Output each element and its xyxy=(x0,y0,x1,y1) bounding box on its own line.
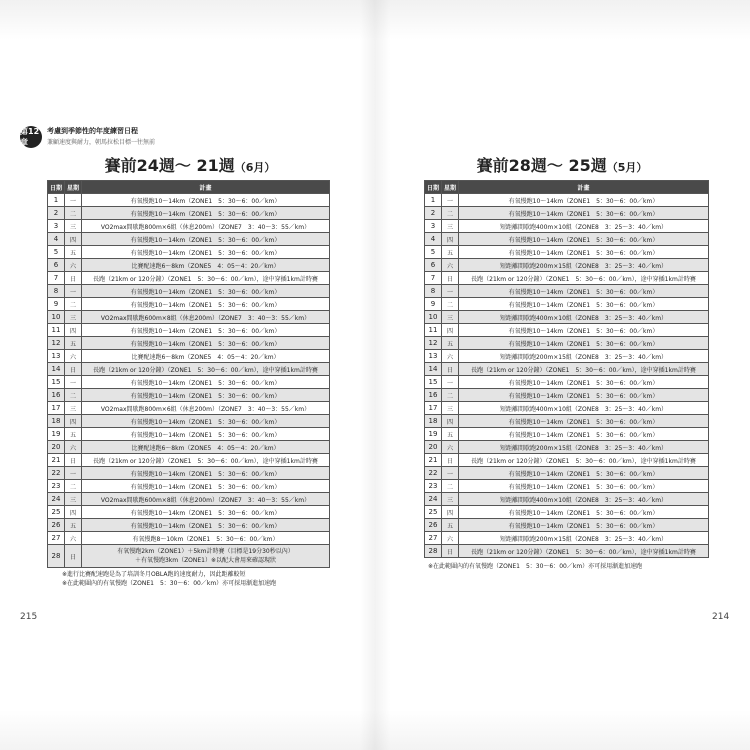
cell-date: 14 xyxy=(425,363,442,376)
cell-date: 5 xyxy=(425,246,442,259)
table-row xyxy=(48,415,330,428)
cell-plan: 有氧慢跑10～14km（ZONE1 5：30～6：00／km） xyxy=(459,233,709,246)
table-row xyxy=(425,376,709,389)
table-row xyxy=(425,389,709,402)
cell-plan xyxy=(82,545,330,568)
cell-plan: 短距離間歇跑200m×15組（ZONE8 3：25～3：40／km） xyxy=(459,350,709,363)
table-row xyxy=(48,428,330,441)
cell-date: 6 xyxy=(48,259,65,272)
table-row xyxy=(48,480,330,493)
cell-weekday: 日 xyxy=(65,454,82,467)
cell-date: 11 xyxy=(48,324,65,337)
table-row xyxy=(48,285,330,298)
left-title-main: 賽前24週～ 21週 xyxy=(104,156,235,175)
cell-plan: 短距離間歇跑200m×15組（ZONE8 3：25～3：40／km） xyxy=(459,532,709,545)
cell-weekday: 二 xyxy=(442,480,459,493)
cell-date: 4 xyxy=(425,233,442,246)
cell-weekday: 三 xyxy=(65,220,82,233)
table-row xyxy=(425,220,709,233)
cell-weekday: 三 xyxy=(442,311,459,324)
table-header-row xyxy=(425,181,709,194)
cell-weekday: 五 xyxy=(65,519,82,532)
table-row xyxy=(425,428,709,441)
cell-weekday: 四 xyxy=(65,506,82,519)
cell-date: 1 xyxy=(425,194,442,207)
cell-weekday: 四 xyxy=(442,506,459,519)
table-row xyxy=(425,233,709,246)
cell-weekday: 一 xyxy=(65,376,82,389)
table-row xyxy=(48,207,330,220)
table-row xyxy=(425,298,709,311)
cell-date: 17 xyxy=(48,402,65,415)
table-row xyxy=(425,311,709,324)
cell-weekday: 一 xyxy=(442,285,459,298)
table-row xyxy=(425,285,709,298)
cell-date: 3 xyxy=(425,220,442,233)
cell-plan: 有氧慢跑10～14km（ZONE1 5：30～6：00／km） xyxy=(459,194,709,207)
cell-date: 2 xyxy=(48,207,65,220)
cell-date: 4 xyxy=(48,233,65,246)
cell-plan: 短距離間歇跑200m×15組（ZONE8 3：25～3：40／km） xyxy=(459,441,709,454)
cell-date: 27 xyxy=(48,532,65,545)
cell-weekday: 四 xyxy=(442,233,459,246)
table-row xyxy=(48,233,330,246)
cell-weekday: 二 xyxy=(442,298,459,311)
table-row xyxy=(425,532,709,545)
cell-date: 15 xyxy=(425,376,442,389)
cell-date: 20 xyxy=(425,441,442,454)
table-row xyxy=(425,493,709,506)
cell-weekday: 六 xyxy=(65,441,82,454)
book-gutter xyxy=(360,0,390,750)
cell-plan: 長跑（21km or 120分鐘）（ZONE1 5：30～6：00／km），途中穿插1km計時賽 xyxy=(459,545,709,558)
cell-date: 19 xyxy=(425,428,442,441)
table-row xyxy=(425,454,709,467)
cell-weekday: 一 xyxy=(65,285,82,298)
table-row xyxy=(48,363,330,376)
cell-plan: 比賽配速跑6～8km（ZONE5 4：05～4：20／km） xyxy=(82,259,330,272)
cell-weekday: 二 xyxy=(65,298,82,311)
cell-plan: 有氧慢跑10～14km（ZONE1 5：30～6：00／km） xyxy=(82,480,330,493)
cell-date: 10 xyxy=(425,311,442,324)
cell-weekday: 六 xyxy=(65,259,82,272)
cell-plan: 有氧慢跑10～14km（ZONE1 5：30～6：00／km） xyxy=(459,337,709,350)
left-note-2: ※在此範圍內的有氧慢跑（ZONE1 5：30～6：00／km）亦可採用漸進加速跑 xyxy=(62,580,277,587)
cell-weekday: 二 xyxy=(442,207,459,220)
cell-weekday: 日 xyxy=(65,545,82,568)
cell-weekday: 一 xyxy=(442,376,459,389)
cell-date: 26 xyxy=(48,519,65,532)
cell-plan: 長跑（21km or 120分鐘）（ZONE1 5：30～6：00／km），途中穿插1km計時賽 xyxy=(459,272,709,285)
cell-date: 1 xyxy=(48,194,65,207)
cell-weekday: 四 xyxy=(442,324,459,337)
cell-plan: 有氧慢跑10～14km（ZONE1 5：30～6：00／km） xyxy=(82,298,330,311)
cell-weekday: 三 xyxy=(65,402,82,415)
cell-date: 13 xyxy=(425,350,442,363)
cell-weekday: 三 xyxy=(65,493,82,506)
cell-plan: 有氧慢跑10～14km（ZONE1 5：30～6：00／km） xyxy=(459,246,709,259)
cell-date: 23 xyxy=(48,480,65,493)
cell-plan: 有氧慢跑10～14km（ZONE1 5：30～6：00／km） xyxy=(459,298,709,311)
cell-plan: 短距離間歇跑400m×10組（ZONE8 3：25～3：40／km） xyxy=(459,220,709,233)
cell-plan: 有氧慢跑10～14km（ZONE1 5：30～6：00／km） xyxy=(459,519,709,532)
cell-weekday: 三 xyxy=(442,493,459,506)
cell-plan: VO2max間歇跑600m×8組（休息200m）（ZONE7 3：40～3：55／km） xyxy=(82,493,330,506)
table-row xyxy=(48,337,330,350)
table-row xyxy=(48,493,330,506)
cell-plan: 有氧慢跑10～14km（ZONE1 5：30～6：00／km） xyxy=(459,415,709,428)
cell-plan: 有氧慢跑10～14km（ZONE1 5：30～6：00／km） xyxy=(82,337,330,350)
cell-weekday: 三 xyxy=(65,311,82,324)
cell-plan: 長跑（21km or 120分鐘）（ZONE1 5：30～6：00／km），途中穿插1km計時賽 xyxy=(459,454,709,467)
cell-weekday: 二 xyxy=(442,389,459,402)
cell-plan: 有氧慢跑10～14km（ZONE1 5：30～6：00／km） xyxy=(82,389,330,402)
table-row-last xyxy=(48,545,330,568)
cell-plan: 有氧慢跑10～14km（ZONE1 5：30～6：00／km） xyxy=(459,428,709,441)
cell-date: 10 xyxy=(48,311,65,324)
cell-plan: 有氧慢跑10～14km（ZONE1 5：30～6：00／km） xyxy=(82,285,330,298)
left-schedule-table xyxy=(47,180,330,568)
table-row xyxy=(425,363,709,376)
cell-plan: VO2max間歇跑800m×6組（休息200m）（ZONE7 3：40～3：55／km） xyxy=(82,402,330,415)
cell-date: 8 xyxy=(48,285,65,298)
cell-weekday: 六 xyxy=(442,259,459,272)
right-table-title xyxy=(422,153,702,176)
right-title-sub: （5月） xyxy=(606,161,648,174)
table-row xyxy=(48,441,330,454)
cell-weekday: 六 xyxy=(442,441,459,454)
header-plan: 計畫 xyxy=(82,181,330,194)
cell-date: 18 xyxy=(425,415,442,428)
cell-plan: VO2max間歇跑800m×6組（休息200m）（ZONE7 3：40～3：55／km） xyxy=(82,220,330,233)
cell-weekday: 二 xyxy=(65,480,82,493)
header-date: 日期 xyxy=(48,181,65,194)
cell-date: 24 xyxy=(425,493,442,506)
cell-weekday: 日 xyxy=(65,272,82,285)
cell-date: 11 xyxy=(425,324,442,337)
cell-plan: 有氧慢跑8～10km（ZONE1 5：30～6：00／km） xyxy=(82,532,330,545)
table-row xyxy=(48,324,330,337)
left-note-1: ※進行比賽配速跑是為了培訓冬月OBLA跑的速度耐力，因此距離較短 xyxy=(62,571,246,578)
cell-date: 15 xyxy=(48,376,65,389)
table-row xyxy=(425,519,709,532)
cell-date: 18 xyxy=(48,415,65,428)
header-weekday: 星期 xyxy=(442,181,459,194)
cell-plan: 有氧慢跑10～14km（ZONE1 5：30～6：00／km） xyxy=(82,376,330,389)
cell-plan: 有氧慢跑10～14km（ZONE1 5：30～6：00／km） xyxy=(459,376,709,389)
table-row xyxy=(425,441,709,454)
header-plan: 計畫 xyxy=(459,181,709,194)
cell-date: 14 xyxy=(48,363,65,376)
cell-weekday: 日 xyxy=(442,545,459,558)
cell-date: 12 xyxy=(48,337,65,350)
cell-weekday: 二 xyxy=(65,207,82,220)
table-row xyxy=(425,467,709,480)
cell-plan: 短距離間歇跑400m×10組（ZONE8 3：25～3：40／km） xyxy=(459,493,709,506)
cell-plan: 短距離間歇跑400m×10組（ZONE8 3：25～3：40／km） xyxy=(459,311,709,324)
table-row xyxy=(425,402,709,415)
table-row xyxy=(48,311,330,324)
cell-weekday: 日 xyxy=(442,272,459,285)
cell-date: 28 xyxy=(425,545,442,558)
cell-weekday: 五 xyxy=(442,428,459,441)
cell-weekday: 二 xyxy=(65,389,82,402)
header-date: 日期 xyxy=(425,181,442,194)
cell-plan: 有氧慢跑10～14km（ZONE1 5：30～6：00／km） xyxy=(459,324,709,337)
cell-weekday: 一 xyxy=(65,467,82,480)
cell-plan: 短距離間歇跑400m×10組（ZONE8 3：25～3：40／km） xyxy=(459,402,709,415)
cell-weekday: 四 xyxy=(65,324,82,337)
left-notes xyxy=(62,570,276,588)
cell-weekday: 日 xyxy=(65,363,82,376)
cell-plan: 有氧慢跑10～14km（ZONE1 5：30～6：00／km） xyxy=(82,519,330,532)
cell-plan: 有氧慢跑10～14km（ZONE1 5：30～6：00／km） xyxy=(82,428,330,441)
cell-plan: 有氧慢跑10～14km（ZONE1 5：30～6：00／km） xyxy=(459,467,709,480)
cell-weekday: 三 xyxy=(442,402,459,415)
table-row xyxy=(425,272,709,285)
cell-weekday: 日 xyxy=(442,363,459,376)
table-row xyxy=(48,272,330,285)
cell-plan: 有氧慢跑10～14km（ZONE1 5：30～6：00／km） xyxy=(82,207,330,220)
chapter-subtitle: 兼顧速度與耐力，朝馬拉松目標一往無前 xyxy=(47,139,156,146)
cell-weekday: 四 xyxy=(65,233,82,246)
cell-plan: 有氧慢跑10～14km（ZONE1 5：30～6：00／km） xyxy=(459,506,709,519)
cell-plan-line2: ＋有氧慢跑3km（ZONE1）※以配大會用來確認現狀 xyxy=(134,557,277,564)
cell-weekday: 五 xyxy=(65,337,82,350)
table-row xyxy=(48,220,330,233)
cell-date: 7 xyxy=(48,272,65,285)
cell-plan: 有氧慢跑10～14km（ZONE1 5：30～6：00／km） xyxy=(459,207,709,220)
table-row xyxy=(425,194,709,207)
cell-plan: 有氧慢跑10～14km（ZONE1 5：30～6：00／km） xyxy=(82,506,330,519)
table-row xyxy=(48,519,330,532)
table-row xyxy=(48,246,330,259)
left-page-number: 215 xyxy=(20,612,38,622)
table-row xyxy=(425,246,709,259)
table-row xyxy=(425,337,709,350)
cell-plan: 長跑（21km or 120分鐘）（ZONE1 5：30～6：00／km），途中穿插1km計時賽 xyxy=(82,272,330,285)
cell-date: 16 xyxy=(425,389,442,402)
table-row xyxy=(425,324,709,337)
cell-plan: 長跑（21km or 120分鐘）（ZONE1 5：30～6：00／km），途中穿插1km計時賽 xyxy=(82,363,330,376)
cell-date: 19 xyxy=(48,428,65,441)
table-row xyxy=(48,350,330,363)
cell-plan: 有氧慢跑10～14km（ZONE1 5：30～6：00／km） xyxy=(82,246,330,259)
cell-plan: 有氧慢跑10～14km（ZONE1 5：30～6：00／km） xyxy=(82,233,330,246)
cell-weekday: 四 xyxy=(442,415,459,428)
cell-date: 20 xyxy=(48,441,65,454)
cell-date: 9 xyxy=(425,298,442,311)
chapter-title: 考慮到季節性的年度練習日程 xyxy=(47,127,138,135)
header-weekday: 星期 xyxy=(65,181,82,194)
cell-date: 16 xyxy=(48,389,65,402)
left-table-title xyxy=(50,153,330,176)
cell-weekday: 三 xyxy=(442,220,459,233)
cell-weekday: 五 xyxy=(65,428,82,441)
cell-date: 21 xyxy=(48,454,65,467)
table-row xyxy=(425,480,709,493)
cell-date: 6 xyxy=(425,259,442,272)
cell-date: 13 xyxy=(48,350,65,363)
table-row xyxy=(48,194,330,207)
cell-date: 21 xyxy=(425,454,442,467)
cell-plan: VO2max間歇跑600m×8組（休息200m）（ZONE7 3：40～3：55／km） xyxy=(82,311,330,324)
cell-date: 17 xyxy=(425,402,442,415)
cell-date: 9 xyxy=(48,298,65,311)
cell-plan: 有氧慢跑10～14km（ZONE1 5：30～6：00／km） xyxy=(82,194,330,207)
cell-weekday: 六 xyxy=(65,532,82,545)
cell-weekday: 六 xyxy=(442,350,459,363)
cell-date: 27 xyxy=(425,532,442,545)
cell-weekday: 五 xyxy=(442,246,459,259)
table-row xyxy=(48,467,330,480)
table-row xyxy=(48,389,330,402)
cell-weekday: 六 xyxy=(65,350,82,363)
table-row xyxy=(48,506,330,519)
cell-date: 5 xyxy=(48,246,65,259)
table-row xyxy=(48,259,330,272)
cell-plan: 長跑（21km or 120分鐘）（ZONE1 5：30～6：00／km），途中穿插1km計時賽 xyxy=(459,363,709,376)
right-notes xyxy=(428,562,642,571)
cell-date: 2 xyxy=(425,207,442,220)
cell-weekday: 一 xyxy=(442,194,459,207)
cell-date: 7 xyxy=(425,272,442,285)
table-header-row xyxy=(48,181,330,194)
chapter-badge: 第12章 xyxy=(20,126,42,148)
cell-date: 8 xyxy=(425,285,442,298)
cell-plan: 有氧慢跑10～14km（ZONE1 5：30～6：00／km） xyxy=(82,415,330,428)
cell-date: 26 xyxy=(425,519,442,532)
cell-date: 28 xyxy=(48,545,65,568)
cell-weekday: 日 xyxy=(442,454,459,467)
cell-plan: 比賽配速跑6～8km（ZONE5 4：05～4：20／km） xyxy=(82,441,330,454)
table-row xyxy=(48,402,330,415)
cell-date: 24 xyxy=(48,493,65,506)
cell-weekday: 一 xyxy=(442,467,459,480)
table-row xyxy=(48,454,330,467)
right-page-number: 214 xyxy=(712,612,730,622)
right-title-main: 賽前28週～ 25週 xyxy=(476,156,607,175)
cell-date: 22 xyxy=(425,467,442,480)
cell-weekday: 五 xyxy=(442,337,459,350)
table-row xyxy=(425,207,709,220)
cell-plan: 短距離間歇跑200m×15組（ZONE8 3：25～3：40／km） xyxy=(459,259,709,272)
cell-plan: 有氧慢跑10～14km（ZONE1 5：30～6：00／km） xyxy=(459,285,709,298)
cell-plan: 有氧慢跑10～14km（ZONE1 5：30～6：00／km） xyxy=(459,480,709,493)
table-row xyxy=(425,415,709,428)
cell-plan-line1: 有氧慢跑2km（ZONE1）＋5km計時賽（目標是19分30秒以內） xyxy=(117,548,294,555)
cell-weekday: 四 xyxy=(65,415,82,428)
cell-weekday: 五 xyxy=(65,246,82,259)
cell-date: 25 xyxy=(48,506,65,519)
cell-plan: 有氧慢跑10～14km（ZONE1 5：30～6：00／km） xyxy=(82,324,330,337)
cell-plan: 有氧慢跑10～14km（ZONE1 5：30～6：00／km） xyxy=(82,467,330,480)
table-row xyxy=(48,298,330,311)
cell-plan: 比賽配速跑6～8km（ZONE5 4：05～4：20／km） xyxy=(82,350,330,363)
cell-weekday: 五 xyxy=(442,519,459,532)
cell-date: 23 xyxy=(425,480,442,493)
cell-weekday: 一 xyxy=(65,194,82,207)
cell-plan: 有氧慢跑10～14km（ZONE1 5：30～6：00／km） xyxy=(459,389,709,402)
cell-date: 25 xyxy=(425,506,442,519)
right-note-1: ※在此範圍內的有氧慢跑（ZONE1 5：30～6：00／km）亦可採用漸進加速跑 xyxy=(428,563,643,570)
table-row xyxy=(425,545,709,558)
cell-weekday: 六 xyxy=(442,532,459,545)
table-row xyxy=(425,259,709,272)
cell-date: 22 xyxy=(48,467,65,480)
table-row xyxy=(425,506,709,519)
cell-date: 12 xyxy=(425,337,442,350)
table-row xyxy=(425,350,709,363)
table-row xyxy=(48,532,330,545)
left-title-sub: （6月） xyxy=(234,161,276,174)
cell-plan: 長跑（21km or 120分鐘）（ZONE1 5：30～6：00／km），途中穿插1km計時賽 xyxy=(82,454,330,467)
table-row xyxy=(48,376,330,389)
right-schedule-table xyxy=(424,180,709,558)
cell-date: 3 xyxy=(48,220,65,233)
